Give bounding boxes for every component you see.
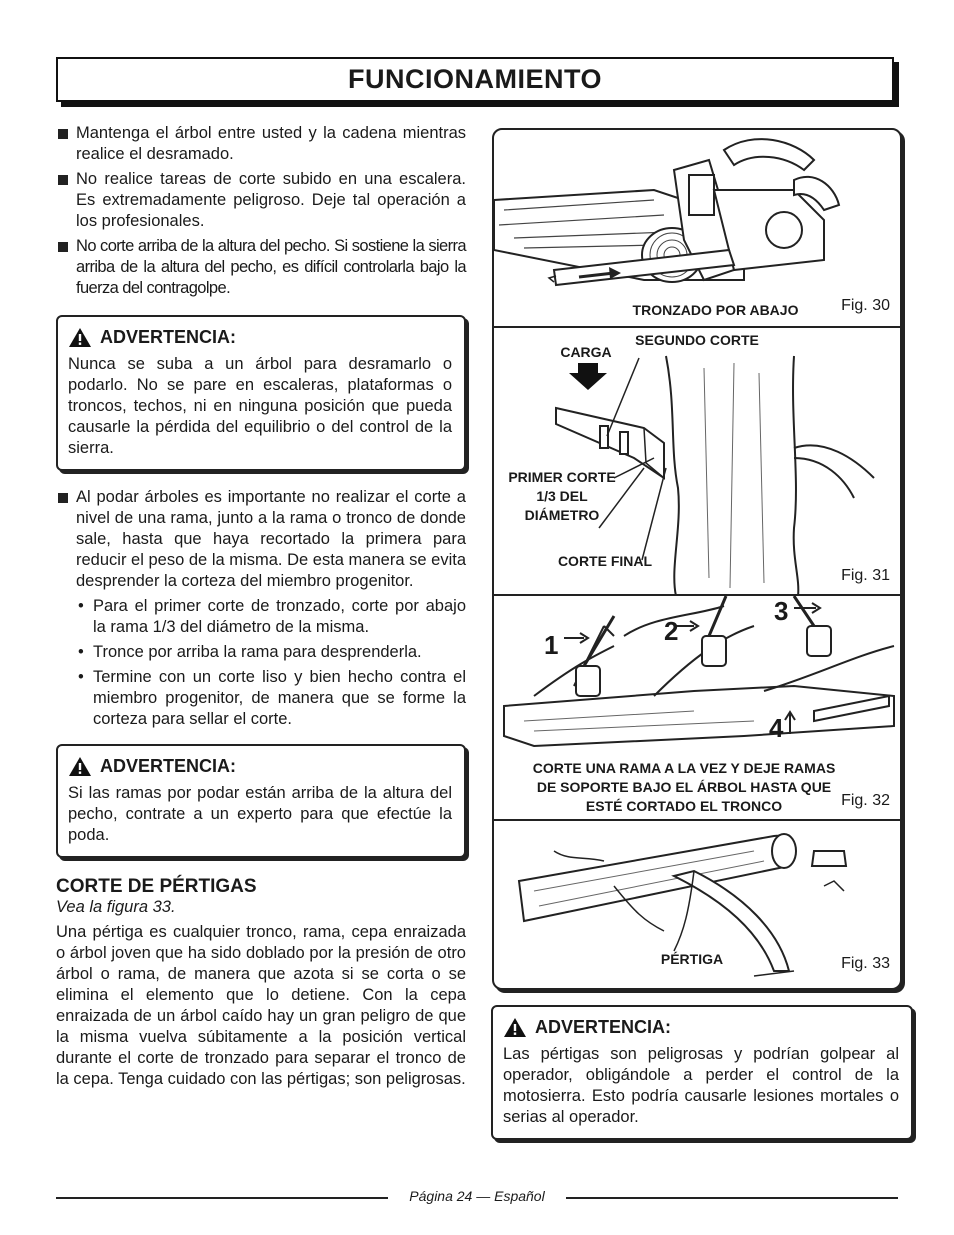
warning-box xyxy=(56,744,466,858)
warning-icon xyxy=(68,327,92,348)
warning-title: ADVERTENCIA: xyxy=(100,327,237,347)
figure-caption: PÉRTIGA xyxy=(660,951,724,967)
warning-icon xyxy=(68,756,92,777)
label-carga: CARGA xyxy=(560,344,612,360)
warning-header xyxy=(68,756,452,777)
warning-title: ADVERTENCIA: xyxy=(100,756,237,776)
warning-body: Nunca se suba a un árbol para desramarlo o podarlo. No se pare en escaleras, plataformas o troncos, techos, ni en ninguna posición que pueda causarle la pérdida del equilibrio o del control de la sierra. xyxy=(68,355,452,457)
warning-body: Las pértigas son peligrosas y podrían golpear al operador, obligándole a perder el control de la motosierra. Esto podría causarle lesiones mortales o serias al operador. xyxy=(503,1045,899,1126)
section-body: Una pértiga es cualquier tronco, rama, cepa enraizada o árbol joven que ha sido doblado por la presión de otro árbol o rama, de manera que azota si se corta o se elimina el elemento que lo detiene. Con la cepa enraizada de un árbol caído hay un gran peligro de que la misma vuelva súbitamente a la posición vertical durante el corte de tronzado para separar el tronco de la cepa. Tenga cuidado con las pértigas; son peligrosas. xyxy=(56,923,466,1088)
section-title: CORTE DE PÉRTIGAS xyxy=(56,876,257,897)
step-number: 4 xyxy=(769,713,784,743)
warning-header xyxy=(503,1017,899,1038)
warning-title: ADVERTENCIA: xyxy=(535,1017,672,1037)
warning-box xyxy=(56,315,466,471)
warning-box xyxy=(491,1005,913,1140)
figure-32 xyxy=(494,594,900,821)
step-number: 3 xyxy=(774,596,789,626)
warning-body: Si las ramas por podar están arriba de la altura del pecho, contrate a un experto para que efectúe la poda. xyxy=(68,784,452,844)
left-column xyxy=(56,123,466,1090)
warning-icon xyxy=(503,1017,527,1038)
caption-line: CORTE UNA RAMA A LA VEZ Y DEJE RAMAS xyxy=(532,760,836,776)
figure-label: Fig. 30 xyxy=(841,297,890,314)
caption-line: ESTÉ CORTADO EL TRONCO xyxy=(585,798,783,814)
bullet-item: Al podar árboles es importante no realizar el corte a nivel de una rama, junto a la rama o tronco de donde sale, hasta que haya recortado la primera para reducir el peso de la misma. De esta manera se evita desprender la corteza del miembro progenitor. xyxy=(56,487,466,592)
label-primer-corte-line: DIÁMETRO xyxy=(524,507,600,523)
page-number: Página 24 — Español xyxy=(409,1188,545,1204)
page-title: FUNCIONAMIENTO xyxy=(348,64,602,94)
figure-31 xyxy=(494,326,900,596)
figure-reference: Vea la figura 33. xyxy=(56,898,176,916)
chainsaw-underbuck-illustration xyxy=(494,130,900,326)
label-segundo-corte: SEGUNDO CORTE xyxy=(635,332,759,348)
figure-30 xyxy=(494,130,900,326)
figure-panel xyxy=(492,128,902,990)
page-footer xyxy=(56,1187,898,1207)
label-corte-final: CORTE FINAL xyxy=(557,553,653,569)
figure-33 xyxy=(494,819,900,990)
figure-caption xyxy=(514,759,854,816)
title-box xyxy=(56,57,894,102)
figure-label: Fig. 33 xyxy=(841,955,890,972)
step-number: 1 xyxy=(544,630,559,660)
label-primer-corte-line: PRIMER CORTE xyxy=(508,469,616,485)
step-number: 2 xyxy=(664,616,679,646)
label-primer-corte xyxy=(498,468,626,525)
bullet-item: Mantenga el árbol entre usted y la cadena mientras realice el desramado. xyxy=(56,123,466,165)
sub-bullet-item: • Para el primer corte de tronzado, corte por abajo la rama 1/3 del diámetro de la misma. xyxy=(56,596,466,638)
figure-caption: TRONZADO POR ABAJO xyxy=(632,302,799,318)
figure-label: Fig. 31 xyxy=(841,567,890,584)
figure-label: Fig. 32 xyxy=(841,792,890,809)
bullet-item: No realice tareas de corte subido en una escalera. Es extremadamente peligroso. Deje tal operación a los profesionales. xyxy=(56,169,466,232)
warning-header xyxy=(68,327,452,348)
sub-bullet-item: • Termine con un corte liso y bien hecho contra el miembro progenitor, de manera que se forme la corteza para sellar el corte. xyxy=(56,667,466,730)
bullet-item: No corte arriba de la altura del pecho. Si sostiene la sierra arriba de la altura del pecho, es difícil controlarla bajo la fuerza del contragolpe. xyxy=(56,236,466,299)
sub-bullet-item: • Tronce por arriba la rama para desprenderla. xyxy=(56,642,466,663)
label-primer-corte-line: 1/3 DEL xyxy=(536,488,588,504)
caption-line: DE SOPORTE BAJO EL ÁRBOL HASTA QUE xyxy=(536,779,832,795)
